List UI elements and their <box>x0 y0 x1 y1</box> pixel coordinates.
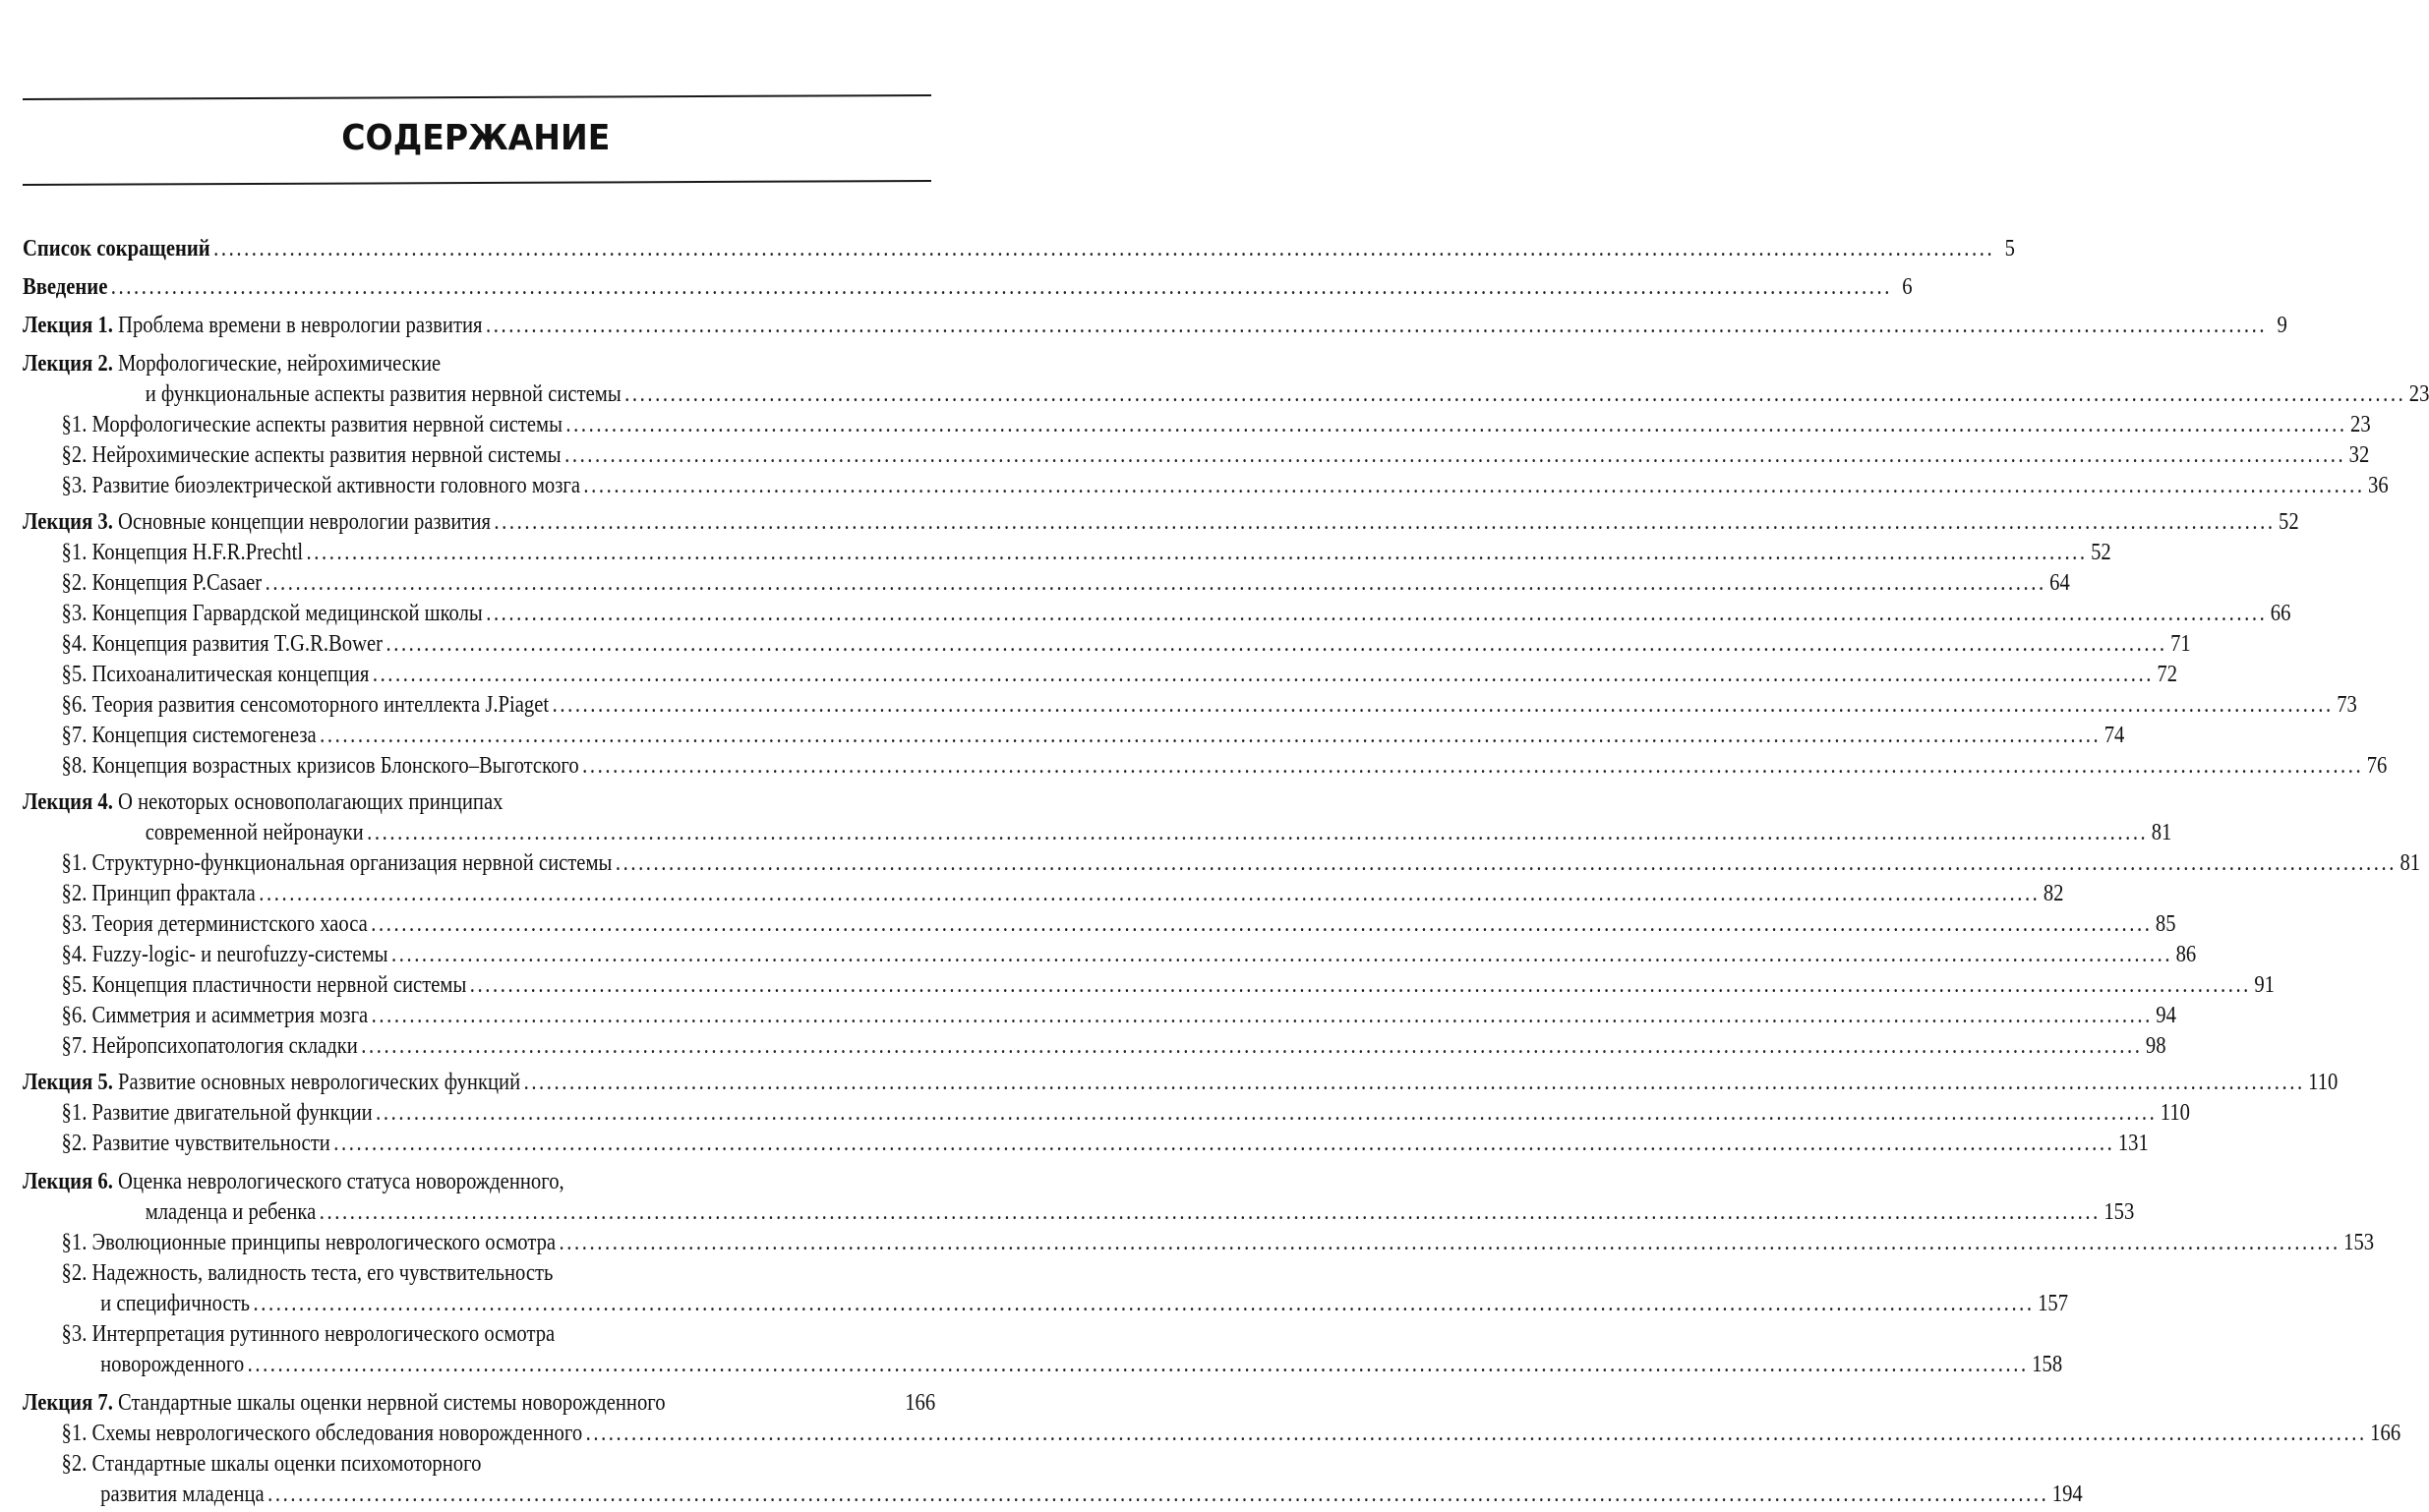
leader-dots <box>361 1031 2142 1062</box>
section-number: §1. <box>61 1100 88 1126</box>
page-number: 82 <box>2043 881 2064 906</box>
page-number: 86 <box>2175 942 2197 967</box>
toc-section[interactable] <box>23 471 2389 501</box>
toc-section-line-1[interactable] <box>23 1449 807 1480</box>
leader-dots <box>307 538 2088 568</box>
toc-section-line-1[interactable] <box>23 1258 807 1289</box>
page-number: 194 <box>2051 1482 2083 1507</box>
section-number: §1. <box>61 540 88 565</box>
section-title: Fuzzy-logic- и neurofuzzy-системы <box>91 942 388 967</box>
leader-dots <box>111 272 1892 303</box>
lecture-number: Лекция 2. <box>23 351 113 377</box>
toc-section[interactable] <box>23 751 2388 782</box>
section-number: §7. <box>61 723 88 748</box>
leader-dots <box>582 751 2363 782</box>
toc-entry-lecture-4-line-2[interactable] <box>23 818 2172 848</box>
section-number: §3. <box>61 1321 88 1347</box>
leader-dots <box>583 471 2364 501</box>
lecture-title: Основные концепции неврологии развития <box>118 509 491 535</box>
toc-section[interactable] <box>23 538 2111 568</box>
page-number: 110 <box>2160 1100 2190 1126</box>
lecture-number: Лекция 6. <box>23 1169 113 1194</box>
toc-section[interactable] <box>23 721 2125 751</box>
page-number: 52 <box>2091 540 2111 565</box>
section-number: §2. <box>61 1451 88 1477</box>
bottom-rule <box>23 180 931 186</box>
toc-section[interactable] <box>23 940 2197 970</box>
toc-section[interactable] <box>23 440 2370 471</box>
page-number: 72 <box>2157 662 2178 687</box>
toc-entry-lecture-2-line-2[interactable] <box>23 379 2429 410</box>
toc-entry-lecture-2-line-1[interactable] <box>23 349 807 379</box>
section-title: Развитие двигательной функции <box>91 1100 373 1126</box>
lecture-title-continued: и функциональные аспекты развития нервной системы <box>145 381 622 407</box>
section-title-continued: и специфичность <box>100 1291 251 1316</box>
leader-dots <box>367 818 2148 848</box>
toc-entry-lecture-6-line-2[interactable] <box>23 1197 2135 1228</box>
toc-section[interactable] <box>23 690 2357 721</box>
section-number: §4. <box>61 631 88 657</box>
page-number: 166 <box>905 1390 936 1416</box>
leader-dots <box>560 1228 2340 1258</box>
leader-dots <box>553 690 2334 721</box>
toc-entry-lecture-7[interactable] <box>23 1388 935 1419</box>
lecture-title: Проблема времени в неврологии развития <box>118 313 483 338</box>
section-title: Эволюционные принципы неврологического осмотра <box>91 1230 557 1255</box>
lecture-title-continued: современной нейронауки <box>145 820 364 845</box>
toc-entry-abbreviations[interactable] <box>23 234 2015 264</box>
toc-section[interactable] <box>23 879 2064 909</box>
toc-section[interactable] <box>23 410 2371 440</box>
leader-dots <box>320 1197 2101 1228</box>
lecture-number: Лекция 1. <box>23 313 113 338</box>
page-number: 153 <box>2343 1230 2375 1255</box>
section-number: §3. <box>61 911 88 937</box>
page-number: 81 <box>2151 820 2172 845</box>
section-title-continued: новорожденного <box>100 1352 245 1377</box>
toc-section-line-2[interactable] <box>23 1289 2069 1319</box>
toc-entry-lecture-5[interactable] <box>23 1068 2339 1098</box>
leader-dots <box>564 440 2345 471</box>
page-number: 74 <box>2103 723 2125 748</box>
section-title: Интерпретация рутинного неврологического осмотра <box>91 1321 556 1347</box>
page-number: 131 <box>2117 1131 2149 1156</box>
leader-dots <box>524 1068 2305 1098</box>
section-number: §2. <box>61 570 88 596</box>
page-number: 52 <box>2279 509 2299 535</box>
toc-section[interactable] <box>23 1031 2166 1062</box>
page-number: 157 <box>2038 1291 2069 1316</box>
section-number: §6. <box>61 692 88 718</box>
section-title: Концепция P.Casaer <box>91 570 263 596</box>
entry-label: Список сокращений <box>23 236 210 262</box>
section-title: Морфологические аспекты развития нервной системы <box>91 412 563 437</box>
section-title: Концепция пластичности нервной системы <box>91 972 467 998</box>
leader-dots <box>385 629 2166 660</box>
leader-dots <box>494 507 2275 538</box>
section-title: Стандартные шкалы оценки психомоторного <box>91 1451 482 1477</box>
section-number: §5. <box>61 662 88 687</box>
toc-entry-introduction[interactable] <box>23 272 1913 303</box>
toc-section[interactable] <box>23 568 2070 599</box>
section-number: §6. <box>61 1003 88 1028</box>
section-number: §1. <box>61 412 88 437</box>
page-number: 73 <box>2337 692 2357 718</box>
section-number: §2. <box>61 881 88 906</box>
toc-section-line-1[interactable] <box>23 1319 807 1350</box>
toc-section[interactable] <box>23 1228 2375 1258</box>
section-title: Концепция системогенеза <box>91 723 317 748</box>
toc-section[interactable] <box>23 629 2191 660</box>
leader-dots <box>373 660 2154 690</box>
section-title: Концепция Гарвардской медицинской школы <box>91 601 483 626</box>
toc-entry-lecture-1[interactable] <box>23 311 2287 341</box>
section-title: Концепция возрастных кризисов Блонского–Выготского <box>91 753 579 779</box>
page-number: 9 <box>2277 313 2287 338</box>
page-number: 166 <box>2370 1421 2401 1446</box>
toc-section[interactable] <box>23 1001 2176 1031</box>
toc-section-line-2[interactable] <box>23 1350 2063 1380</box>
section-title: Структурно-функциональная организация нервной системы <box>91 850 613 876</box>
leader-dots <box>486 311 2267 341</box>
section-number: §2. <box>61 442 88 468</box>
leader-dots <box>565 410 2346 440</box>
toc-entry-lecture-6-line-1[interactable] <box>23 1167 807 1197</box>
toc-section[interactable] <box>23 909 2176 940</box>
page-number: 158 <box>2032 1352 2063 1377</box>
section-title: Надежность, валидность теста, его чувствительность <box>91 1260 554 1286</box>
leader-dots <box>486 599 2267 629</box>
leader-dots <box>616 848 2397 879</box>
leader-dots <box>470 970 2251 1001</box>
section-number: §1. <box>61 850 88 876</box>
page-number: 36 <box>2368 473 2389 498</box>
section-title: Принцип фрактала <box>91 881 256 906</box>
lecture-number: Лекция 3. <box>23 509 113 535</box>
page-number: 71 <box>2170 631 2191 657</box>
toc-section[interactable] <box>23 848 2421 879</box>
toc-section[interactable] <box>23 1129 2149 1159</box>
page-number: 81 <box>2399 850 2421 876</box>
leader-dots <box>333 1129 2114 1159</box>
page-number: 76 <box>2366 753 2388 779</box>
leader-dots <box>320 721 2101 751</box>
table-of-contents <box>23 234 2429 1510</box>
section-number: §5. <box>61 972 88 998</box>
leader-dots <box>371 909 2152 940</box>
lecture-number: Лекция 5. <box>23 1070 113 1095</box>
section-title: Концепция H.F.R.Prechtl <box>91 540 304 565</box>
section-number: §1. <box>61 1230 88 1255</box>
page-number: 110 <box>2308 1070 2339 1095</box>
lecture-number: Лекция 7. <box>23 1390 113 1416</box>
section-title: Теория детерминистского хаоса <box>91 911 368 937</box>
section-number: §3. <box>61 473 88 498</box>
section-title: Схемы неврологического обследования новорожденного <box>91 1421 583 1446</box>
leader-dots <box>248 1350 2029 1380</box>
section-number: §8. <box>61 753 88 779</box>
section-title: Нейрохимические аспекты развития нервной системы <box>91 442 562 468</box>
leader-dots <box>624 379 2405 410</box>
toc-section[interactable] <box>23 970 2276 1001</box>
toc-section[interactable] <box>23 599 2291 629</box>
toc-section[interactable] <box>23 1419 2401 1449</box>
lecture-title: Стандартные шкалы оценки нервной системы новорожденного <box>118 1390 666 1416</box>
section-title: Психоаналитическая концепция <box>91 662 370 687</box>
page-number: 85 <box>2155 911 2176 937</box>
lecture-title: Развитие основных неврологических функций <box>118 1070 521 1095</box>
top-rule <box>23 94 931 100</box>
section-title: Развитие биоэлектрической активности головного мозга <box>91 473 580 498</box>
page-number: 23 <box>2408 381 2429 407</box>
leader-dots <box>376 1098 2157 1129</box>
page-number: 66 <box>2270 601 2291 626</box>
toc-section-line-2[interactable] <box>23 1480 2083 1510</box>
page-number: 94 <box>2156 1003 2176 1028</box>
toc-entry-lecture-3[interactable] <box>23 507 2299 538</box>
lecture-title: Морфологические, нейрохимические <box>118 351 442 377</box>
page-number: 98 <box>2145 1033 2166 1059</box>
page-number: 5 <box>2004 236 2015 262</box>
page-number: 23 <box>2350 412 2371 437</box>
section-number: §2. <box>61 1131 88 1156</box>
lecture-title: О некоторых основополагающих принципах <box>118 789 504 815</box>
toc-section[interactable] <box>23 660 2178 690</box>
section-title-continued: развития младенца <box>100 1482 265 1507</box>
leader-dots <box>259 879 2040 909</box>
page-number: 32 <box>2348 442 2370 468</box>
lecture-title: Оценка неврологического статуса новорожденного, <box>118 1169 564 1194</box>
section-title: Концепция развития T.G.R.Bower <box>91 631 384 657</box>
section-title: Нейропсихопатология складки <box>91 1033 358 1059</box>
page-number: 6 <box>1902 274 1913 300</box>
toc-section[interactable] <box>23 1098 2190 1129</box>
leader-dots <box>391 940 2172 970</box>
lecture-title-continued: младенца и ребенка <box>145 1199 317 1225</box>
lecture-number: Лекция 4. <box>23 789 113 815</box>
leader-dots <box>372 1001 2153 1031</box>
section-number: §3. <box>61 601 88 626</box>
entry-label: Введение <box>23 274 108 300</box>
leader-dots <box>213 234 1994 264</box>
leader-dots <box>266 568 2046 599</box>
section-number: §4. <box>61 942 88 967</box>
section-number: §2. <box>61 1260 88 1286</box>
toc-entry-lecture-4-line-1[interactable] <box>23 787 807 818</box>
section-title: Симметрия и асимметрия мозга <box>91 1003 369 1028</box>
section-title: Теория развития сенсомоторного интеллекта J.Piaget <box>91 692 550 718</box>
section-number: §1. <box>61 1421 88 1446</box>
section-title: Развитие чувствительности <box>91 1131 330 1156</box>
page-number: 153 <box>2103 1199 2135 1225</box>
page-number: 64 <box>2049 570 2070 596</box>
section-number: §7. <box>61 1033 88 1059</box>
page-title: СОДЕРЖАНИЕ <box>341 118 611 158</box>
page-number: 91 <box>2254 972 2276 998</box>
leader-dots <box>253 1289 2034 1319</box>
leader-dots <box>267 1480 2048 1510</box>
leader-dots <box>586 1419 2367 1449</box>
